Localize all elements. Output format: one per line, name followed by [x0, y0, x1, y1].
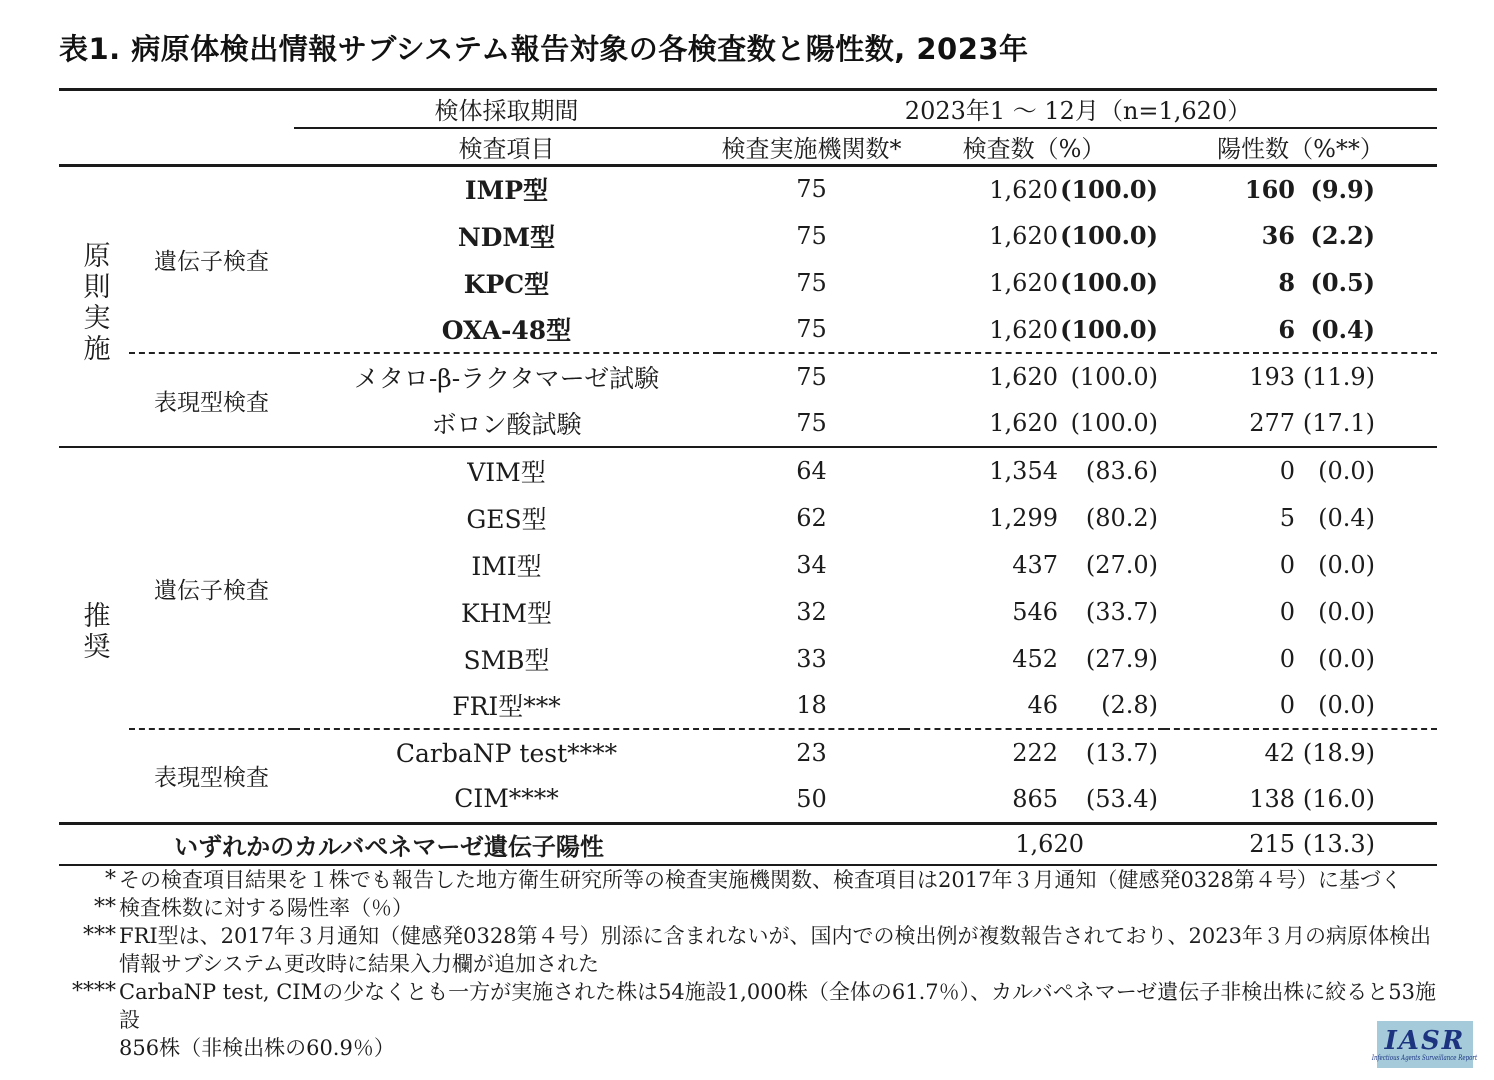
positives-cell	[1164, 165, 1437, 212]
tests-cell	[904, 353, 1164, 400]
test-name: FRI型***	[294, 682, 719, 729]
subgroup-gene-1: 遺伝子検査	[129, 165, 294, 353]
test-name: KHM型	[460, 598, 553, 628]
iasr-logo-text: IASR	[1384, 1025, 1466, 1056]
tests-count: 1,354	[989, 457, 1058, 485]
column-header-positives: 陽性数（%**）	[1164, 128, 1437, 166]
header-blank-cell	[59, 90, 294, 128]
orgs-value: 75	[719, 400, 904, 447]
footnote-line: FRI型は、2017年３月通知（健感発0328第４号）別添に含まれないが、国内での検出例が複数報告されており、2023年３月の病原体検出	[119, 924, 1432, 948]
footnote-marker: ***	[83, 923, 116, 948]
positives-count: 0	[1279, 597, 1296, 626]
summary-positives-percent: (13.3)	[1302, 830, 1376, 859]
tests-percent: (33.7)	[1085, 597, 1158, 626]
positives-count: 6	[1278, 314, 1296, 344]
group-cell-principle	[59, 165, 129, 447]
tests-count: 437	[1012, 550, 1058, 579]
test-name: OXA-48型	[294, 306, 719, 353]
positives-count: 36	[1261, 221, 1296, 250]
positives-count: 0	[1279, 691, 1296, 719]
positives-percent: (11.9)	[1302, 363, 1376, 391]
positives-count: 0	[1279, 644, 1296, 673]
orgs-value: 62	[796, 503, 827, 532]
positives-count: 5	[1279, 503, 1296, 532]
tests-percent: (27.9)	[1085, 644, 1158, 673]
footnotes	[59, 866, 1441, 1062]
column-header-item: 検査項目	[294, 128, 719, 166]
group-label-recommended: 推奨	[78, 600, 110, 663]
footnote-marker: ****	[72, 979, 116, 1004]
footnote-marker: *	[105, 867, 116, 892]
summary-orgs-blank	[719, 823, 904, 865]
test-name: KPC型	[463, 269, 550, 299]
test-name: VIM型	[467, 458, 546, 487]
positives-count: 160	[1244, 174, 1296, 204]
tests-count: 1,620	[989, 269, 1058, 297]
test-name: CarbaNP test****	[395, 738, 618, 768]
orgs-value: 33	[796, 644, 827, 673]
footnote	[59, 978, 1441, 1062]
positives-percent: (0.4)	[1310, 314, 1376, 344]
footnote-line: 856株（非検出株の60.9％）	[119, 1036, 395, 1060]
summary-tests-count: 1,620	[904, 823, 1164, 865]
tests-percent: (83.6)	[1085, 457, 1158, 485]
data-table	[59, 88, 1437, 866]
tests-percent: (100.0)	[1070, 409, 1158, 437]
footnote-line: 情報サブシステム更改時に結果入力欄が追加された	[119, 952, 600, 976]
tests-cell	[904, 400, 1164, 447]
positives-count: 277	[1249, 409, 1296, 437]
positives-cell	[1164, 353, 1437, 400]
tests-cell	[904, 588, 1164, 635]
summary-positives-cell	[1164, 823, 1437, 865]
footnote-line: CarbaNP test, CIMの少なくとも一方が実施された株は54施設1,000株（全体の61.7％）、カルバペネマーゼ遺伝子非検出株に絞ると53施設	[119, 980, 1436, 1032]
orgs-value: 75	[796, 363, 827, 391]
positives-cell	[1164, 259, 1437, 306]
tests-count: 1,620	[989, 222, 1058, 250]
header-row-columns	[59, 128, 1437, 166]
subgroup-phenotype-2: 表現型検査	[129, 729, 294, 823]
orgs-value: 32	[796, 597, 827, 626]
tests-cell	[904, 259, 1164, 306]
positives-count: 138	[1249, 784, 1296, 813]
table-row	[59, 165, 1437, 212]
footnote-line: 検査株数に対する陽性率（％）	[119, 896, 413, 920]
orgs-value: 64	[796, 457, 827, 485]
test-name: CIM****	[294, 776, 719, 823]
positives-percent: (2.2)	[1310, 221, 1376, 250]
positives-count: 42	[1264, 739, 1296, 767]
positives-count: 193	[1249, 363, 1296, 391]
positives-cell	[1164, 447, 1437, 494]
tests-percent: (13.7)	[1085, 739, 1158, 767]
table-row	[59, 729, 1437, 776]
footnote-line: その検査項目結果を１株でも報告した地方衛生研究所等の検査実施機関数、検査項目は2017年３月通知（健感発0328第４号）に基づく	[119, 868, 1402, 892]
positives-percent: (17.1)	[1302, 409, 1376, 437]
subgroup-gene-2: 遺伝子検査	[129, 447, 294, 729]
orgs-value: 18	[719, 682, 904, 729]
tests-count: 1,620	[989, 409, 1058, 437]
group-cell-recommended	[59, 447, 129, 823]
tests-cell	[904, 776, 1164, 823]
positives-percent: (0.4)	[1318, 503, 1376, 532]
header-row-period	[59, 90, 1437, 128]
tests-cell	[904, 682, 1164, 729]
tests-count: 222	[1012, 739, 1058, 767]
footnote	[59, 866, 1441, 894]
tests-count: 1,620	[989, 315, 1058, 344]
positives-percent: (9.9)	[1310, 174, 1376, 204]
footnote-marker: **	[94, 895, 116, 920]
positives-percent: (18.9)	[1302, 739, 1376, 767]
tests-cell	[904, 306, 1164, 353]
positives-percent: (0.0)	[1318, 691, 1376, 719]
period-value: 2023年1 ～ 12月（n=1,620）	[719, 90, 1437, 128]
test-name: ボロン酸試験	[294, 400, 719, 447]
column-header-orgs: 検査実施機関数*	[719, 128, 904, 166]
iasr-logo	[1372, 1021, 1478, 1068]
tests-cell	[904, 447, 1164, 494]
header-blank-cell	[59, 128, 294, 166]
tests-count: 1,299	[989, 503, 1058, 532]
group-label-principle: 原則実施	[78, 241, 110, 366]
tests-count: 1,620	[989, 363, 1058, 391]
tests-cell	[904, 729, 1164, 776]
positives-percent: (0.0)	[1318, 597, 1376, 626]
positives-cell	[1164, 212, 1437, 259]
table-row	[59, 447, 1437, 494]
tests-count: 865	[1012, 784, 1058, 813]
column-header-tests: 検査数（%）	[904, 128, 1164, 166]
tests-cell	[904, 494, 1164, 541]
tests-percent: (2.8)	[1101, 691, 1158, 719]
tests-percent: (100.0)	[1060, 221, 1158, 250]
orgs-value: 50	[719, 776, 904, 823]
positives-cell	[1164, 541, 1437, 588]
orgs-value: 75	[796, 268, 827, 297]
tests-count: 1,620	[989, 175, 1058, 204]
tests-cell	[904, 635, 1164, 682]
period-label: 検体採取期間	[294, 90, 719, 128]
iasr-logo-subtext: Infectious Agents Surveillance Report	[1372, 1053, 1478, 1062]
positives-count: 0	[1279, 457, 1296, 485]
positives-cell	[1164, 635, 1437, 682]
positives-count: 8	[1278, 268, 1296, 297]
positives-percent: (0.0)	[1318, 644, 1376, 673]
table-row	[59, 353, 1437, 400]
tests-count: 46	[1027, 691, 1058, 719]
tests-percent: (100.0)	[1070, 363, 1158, 391]
footnote	[59, 894, 1441, 922]
summary-row	[59, 823, 1437, 865]
test-name: メタロ-β-ラクタマーゼ試験	[353, 364, 660, 393]
positives-cell	[1164, 588, 1437, 635]
positives-cell	[1164, 400, 1437, 447]
positives-count: 0	[1279, 550, 1296, 579]
tests-cell	[904, 541, 1164, 588]
tests-percent: (53.4)	[1085, 784, 1158, 813]
orgs-value: 75	[719, 306, 904, 353]
subgroup-phenotype-1: 表現型検査	[129, 353, 294, 447]
tests-percent: (100.0)	[1060, 268, 1158, 297]
orgs-value: 34	[796, 550, 827, 579]
positives-cell	[1164, 306, 1437, 353]
positives-cell	[1164, 494, 1437, 541]
test-name: SMB型	[463, 645, 550, 675]
tests-percent: (100.0)	[1060, 174, 1158, 204]
test-name: GES型	[466, 504, 547, 534]
orgs-value: 75	[796, 221, 827, 250]
positives-percent: (0.0)	[1318, 457, 1376, 485]
tests-percent: (27.0)	[1085, 550, 1158, 579]
summary-positives-count: 215	[1249, 830, 1296, 859]
tests-percent: (80.2)	[1085, 503, 1158, 532]
tests-cell	[904, 212, 1164, 259]
test-name: IMI型	[471, 551, 542, 581]
orgs-value: 23	[796, 739, 827, 767]
tests-count: 452	[1012, 644, 1058, 673]
positives-percent: (0.5)	[1310, 268, 1376, 297]
positives-cell	[1164, 729, 1437, 776]
test-name: IMP型	[464, 176, 549, 206]
positives-percent: (0.0)	[1318, 550, 1376, 579]
tests-cell	[904, 165, 1164, 212]
table-title: 表1. 病原体検出情報サブシステム報告対象の各検査数と陽性数, 2023年	[59, 32, 1029, 66]
tests-percent: (100.0)	[1060, 314, 1158, 344]
tests-count: 546	[1012, 597, 1058, 626]
summary-label: いずれかのカルバペネマーゼ遺伝子陽性	[59, 823, 719, 865]
footnote	[59, 922, 1441, 978]
positives-percent: (16.0)	[1302, 784, 1376, 813]
positives-cell	[1164, 776, 1437, 823]
orgs-value: 75	[796, 175, 827, 204]
test-name: NDM型	[457, 222, 556, 252]
positives-cell	[1164, 682, 1437, 729]
